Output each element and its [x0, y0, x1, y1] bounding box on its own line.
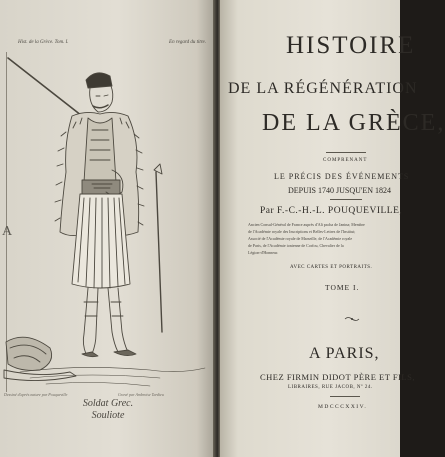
- bleed-through-letter: A: [2, 224, 13, 239]
- imprint-address: LIBRAIRES, RUE JACOB, Nº 24.: [288, 385, 373, 390]
- fleuron-ornament-icon: [344, 316, 360, 322]
- subtitle-dates: DEPUIS 1740 JUSQU'EN 1824: [288, 186, 392, 195]
- subtitle-comprenant: COMPRENANT: [323, 158, 368, 163]
- plate-credit-left: Dessiné d'après nature par Pouqueville: [4, 392, 68, 397]
- imprint-year: MDCCCXXIV.: [318, 404, 368, 410]
- title-line-2: DE LA RÉGÉNÉRATION: [228, 80, 418, 97]
- subtitle-precis: LE PRÉCIS DES ÉVÉNEMENTS: [274, 172, 410, 181]
- plate-caption-subtitle: Souliote: [91, 410, 125, 421]
- author-credentials-2: de l'Académie royale des Inscriptions et Belles-Lettres de l'Institut;: [248, 229, 356, 234]
- author-line: Par F.-C.-H.-L. POUQUEVILLE,: [260, 206, 403, 216]
- frontispiece-page: [0, 0, 214, 457]
- author-credentials-1: Ancien Consul-Général de France auprès d'Ali pacha de Janina; Membre: [248, 222, 365, 227]
- maps-portraits-note: AVEC CARTES ET PORTRAITS.: [290, 265, 373, 270]
- plate-caption-title: Soldat Grec.: [82, 398, 134, 409]
- author-credentials-5: Légion-d'Honneur.: [248, 250, 279, 255]
- plate-header-left: Hist. de la Grèce. Tom. I.: [18, 40, 69, 45]
- title-page: [220, 0, 445, 457]
- plate-header-right: En regard du titre.: [169, 40, 206, 45]
- author-credentials-3: Associé de l'Académie royale de Marseille, de l'Académie royale: [248, 236, 353, 241]
- plate-credit-right: Gravé par Ambroise Tardieu: [118, 392, 164, 397]
- author-credentials-4: de Paris, de l'Académie ionienne de Corfou, Chevalier de la: [248, 243, 344, 248]
- imprint-city: A PARIS,: [309, 345, 380, 362]
- volume-number: TOME I.: [325, 283, 360, 292]
- engraved-soldier-figure-icon: [0, 52, 214, 402]
- rule-lower: [330, 396, 360, 397]
- title-line-3: DE LA GRÈCE,: [262, 110, 445, 136]
- plate-caption: [58, 398, 158, 422]
- rule-upper: [326, 152, 366, 153]
- imprint-publisher: CHEZ FIRMIN DIDOT PÈRE ET FILS,: [260, 372, 415, 382]
- title-line-1: HISTOIRE: [286, 32, 416, 59]
- rule-middle: [330, 199, 362, 200]
